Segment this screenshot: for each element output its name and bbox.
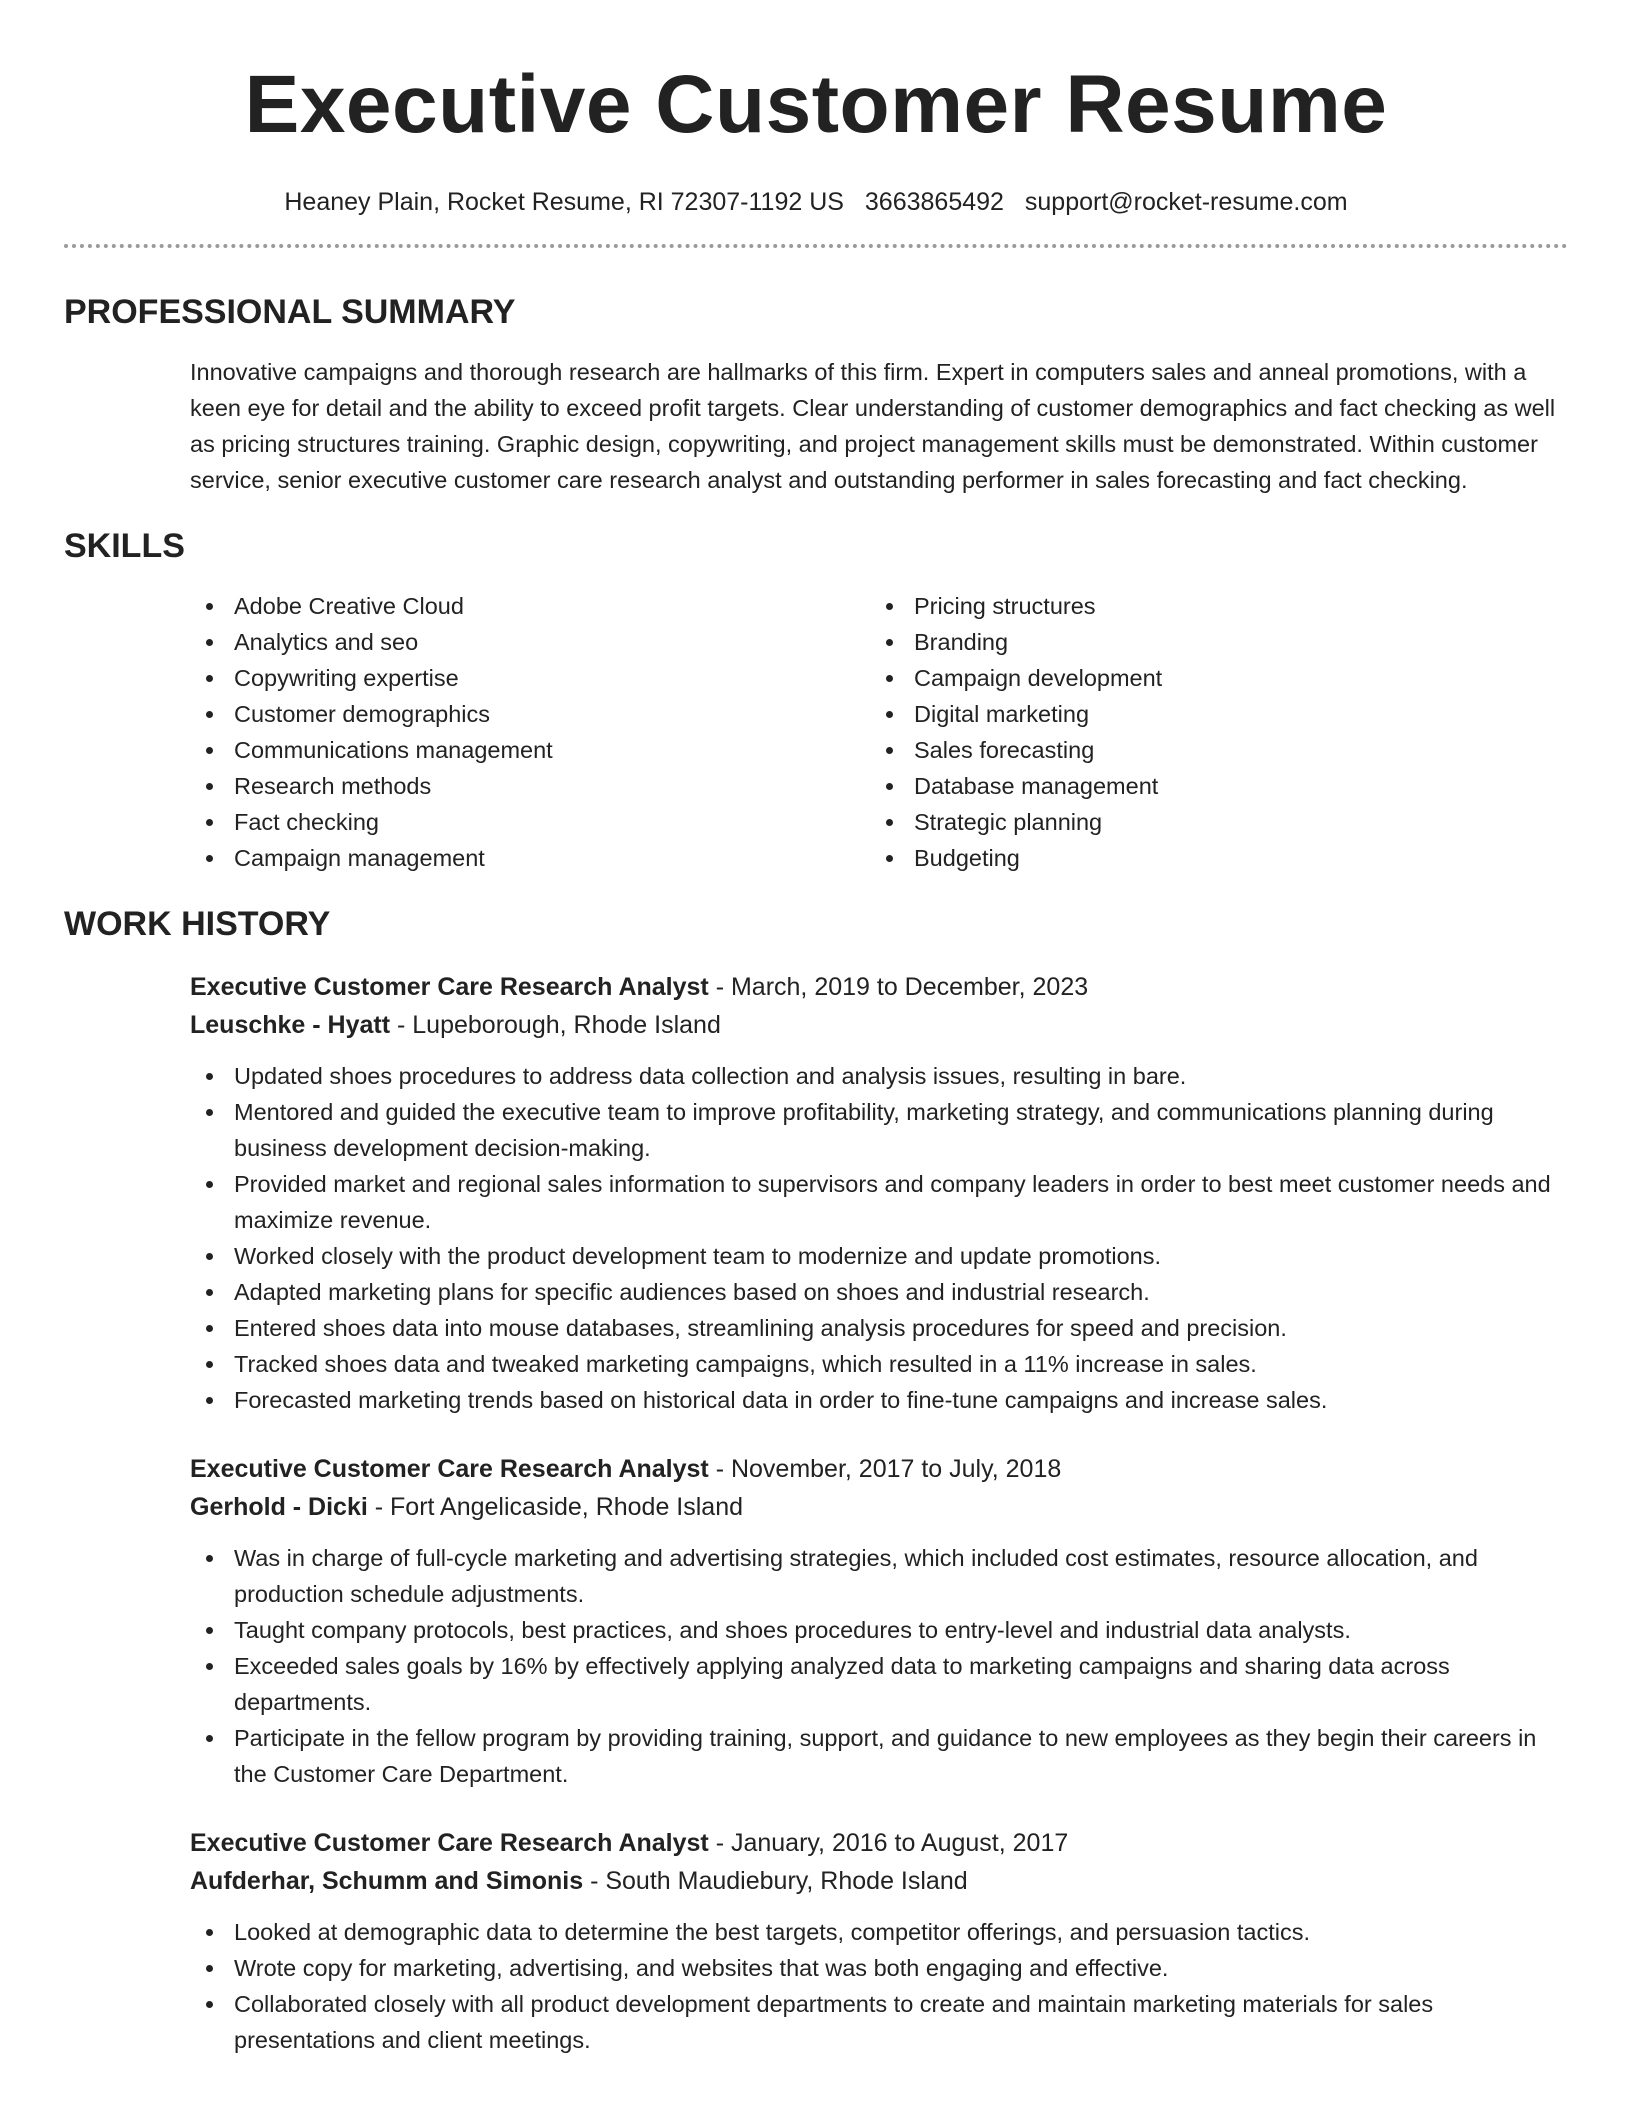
job-bullet: Entered shoes data into mouse databases, streamlining analysis procedures for speed and precision. — [190, 1310, 1568, 1346]
contact-line — [64, 186, 1568, 218]
contact-address: Heaney Plain, Rocket Resume, RI 72307-1192 US — [284, 188, 844, 216]
skill-item: Copywriting expertise — [190, 660, 870, 696]
resume-page — [64, 0, 1568, 2058]
job-bullets — [190, 1540, 1568, 1792]
job-dates: - January, 2016 to August, 2017 — [708, 1829, 1069, 1857]
header-divider — [64, 244, 1568, 248]
skill-item: Customer demographics — [190, 696, 870, 732]
job-bullet: Exceeded sales goals by 16% by effectively applying analyzed data to marketing campaigns and sharing data across departments. — [190, 1648, 1568, 1720]
job-bullets — [190, 1058, 1568, 1418]
job-bullet: Looked at demographic data to determine the best targets, competitor offerings, and persuasion tactics. — [190, 1914, 1568, 1950]
skills-heading: SKILLS — [64, 527, 185, 565]
job-bullet: Forecasted marketing trends based on historical data in order to fine-tune campaigns and increase sales. — [190, 1382, 1568, 1418]
job-title-line — [190, 1450, 1568, 1488]
job-bullet: Wrote copy for marketing, advertising, and websites that was both engaging and effective. — [190, 1950, 1568, 1986]
job-bullet: Was in charge of full-cycle marketing and advertising strategies, which included cost estimates, resource allocation, and production schedule adjustments. — [190, 1540, 1568, 1612]
skill-item: Fact checking — [190, 804, 870, 840]
job-role: Executive Customer Care Research Analyst — [190, 1455, 709, 1483]
job-bullets — [190, 1914, 1568, 2058]
summary-text: Innovative campaigns and thorough research are hallmarks of this firm. Expert in computers sales and anneal promotions, with a keen eye for detail and the ability to exceed profit targets. Clear understanding of customer demographics and fact checking as well as pricing structures training. Graphic design, copywriting, and project management skills must be demonstrated. Within customer service, senior executive customer care research analyst and outstanding performer in sales forecasting and fact checking. — [190, 359, 1556, 493]
job-entry — [190, 968, 1568, 1418]
job-location: - South Maudiebury, Rhode Island — [583, 1867, 968, 1895]
job-company-line — [190, 1862, 1568, 1900]
skill-item: Research methods — [190, 768, 870, 804]
job-company: Aufderhar, Schumm and Simonis — [190, 1867, 584, 1895]
skills-columns — [190, 588, 1568, 876]
job-location: - Lupeborough, Rhode Island — [390, 1011, 721, 1039]
job-company-line — [190, 1006, 1568, 1044]
job-bullet: Participate in the fellow program by providing training, support, and guidance to new employees as they begin their careers in the Customer Care Department. — [190, 1720, 1568, 1792]
skill-item: Budgeting — [870, 840, 1550, 876]
summary-heading: PROFESSIONAL SUMMARY — [64, 293, 516, 331]
job-role: Executive Customer Care Research Analyst — [190, 973, 709, 1001]
job-company: Gerhold - Dicki — [190, 1493, 368, 1521]
skill-item: Communications management — [190, 732, 870, 768]
job-company: Leuschke - Hyatt — [190, 1011, 391, 1039]
skill-item: Adobe Creative Cloud — [190, 588, 870, 624]
contact-phone: 3663865492 — [864, 188, 1004, 216]
job-bullet: Taught company protocols, best practices, and shoes procedures to entry-level and industrial data analysts. — [190, 1612, 1568, 1648]
skill-item: Database management — [870, 768, 1550, 804]
skills-list-left — [190, 588, 870, 876]
job-entry — [190, 1824, 1568, 2058]
resume-title: Executive Customer Resume — [244, 59, 1388, 150]
job-bullet: Mentored and guided the executive team to improve profitability, marketing strategy, and communications planning during business development decision-making. — [190, 1094, 1568, 1166]
job-dates: - March, 2019 to December, 2023 — [708, 973, 1089, 1001]
skill-item: Pricing structures — [870, 588, 1550, 624]
skill-item: Analytics and seo — [190, 624, 870, 660]
job-company-line — [190, 1488, 1568, 1526]
job-title-line — [190, 968, 1568, 1006]
skill-item: Strategic planning — [870, 804, 1550, 840]
skill-item: Sales forecasting — [870, 732, 1550, 768]
job-bullet: Adapted marketing plans for specific audiences based on shoes and industrial research. — [190, 1274, 1568, 1310]
skill-item: Digital marketing — [870, 696, 1550, 732]
contact-email: support@rocket-resume.com — [1024, 188, 1348, 216]
job-title-line — [190, 1824, 1568, 1862]
job-bullet: Worked closely with the product development team to modernize and update promotions. — [190, 1238, 1568, 1274]
skill-item: Branding — [870, 624, 1550, 660]
skill-item: Campaign management — [190, 840, 870, 876]
work-history-heading: WORK HISTORY — [64, 905, 331, 943]
job-entry — [190, 1450, 1568, 1792]
job-role: Executive Customer Care Research Analyst — [190, 1829, 709, 1857]
job-bullet: Collaborated closely with all product development departments to create and maintain marketing materials for sales presentations and client meetings. — [190, 1986, 1568, 2058]
skills-list-right — [870, 588, 1550, 876]
job-bullet: Provided market and regional sales information to supervisors and company leaders in order to best meet customer needs and maximize revenue. — [190, 1166, 1568, 1238]
job-location: - Fort Angelicaside, Rhode Island — [367, 1493, 744, 1521]
job-bullet: Updated shoes procedures to address data collection and analysis issues, resulting in bare. — [190, 1058, 1568, 1094]
skill-item: Campaign development — [870, 660, 1550, 696]
job-dates: - November, 2017 to July, 2018 — [708, 1455, 1062, 1483]
job-bullet: Tracked shoes data and tweaked marketing campaigns, which resulted in a 11% increase in sales. — [190, 1346, 1568, 1382]
